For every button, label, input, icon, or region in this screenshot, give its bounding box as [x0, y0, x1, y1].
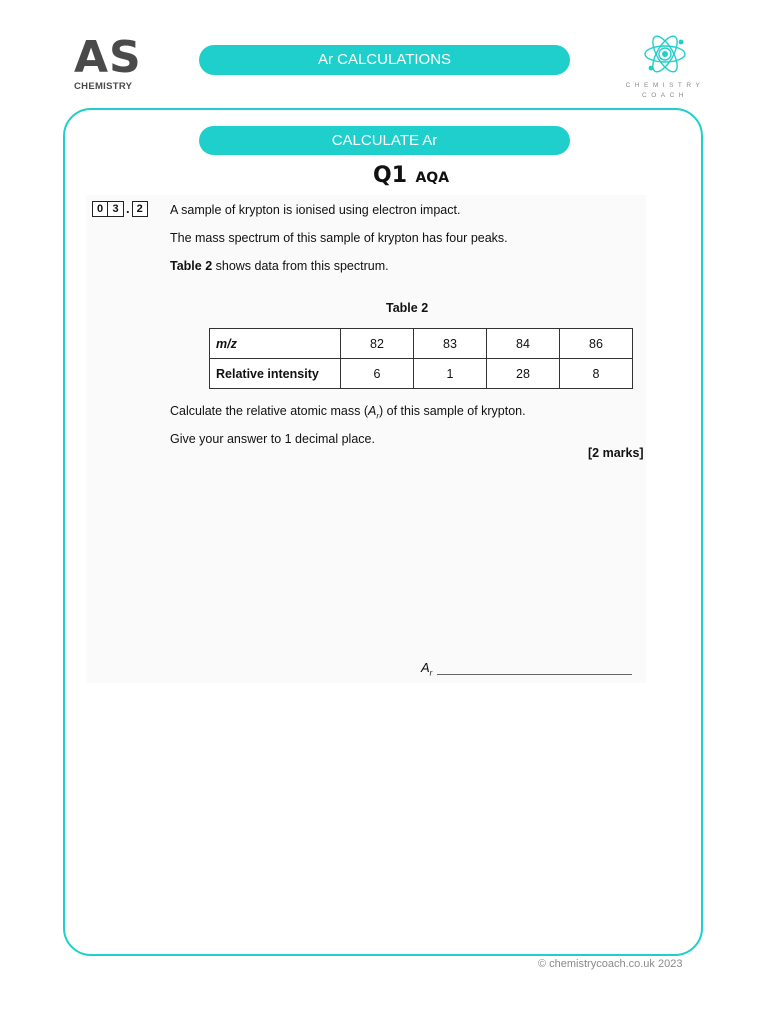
mz-value: 84: [487, 329, 560, 359]
table-row: [210, 359, 633, 389]
question-line-3-rest: shows data from this spectrum.: [212, 259, 389, 273]
mz-label: m/z: [210, 329, 341, 359]
as-chemistry-logo: [74, 32, 144, 92]
question-reference: [92, 201, 148, 217]
marks-label: [2 marks]: [588, 446, 644, 460]
chemistry-coach-logo: [620, 28, 710, 100]
copyright-footer: © chemistrycoach.co.uk 2023: [538, 958, 683, 970]
ref-separator: .: [126, 201, 130, 216]
answer-subscript: r: [429, 668, 433, 678]
atom-icon: [643, 28, 687, 80]
answer-symbol: A: [421, 660, 430, 675]
intensity-value: 1: [414, 359, 487, 389]
question-line-5: Give your answer to 1 decimal place.: [170, 432, 375, 446]
question-line-4-start: Calculate the relative atomic mass (: [170, 404, 368, 418]
table-reference: Table 2: [170, 259, 213, 273]
mass-spectrum-table: [209, 328, 633, 389]
mz-value: 86: [560, 329, 633, 359]
answer-line: [437, 674, 632, 675]
level-label: AS: [74, 32, 142, 83]
table-row: [210, 329, 633, 359]
question-line-1: A sample of krypton is ionised using electron impact.: [170, 203, 461, 217]
intensity-value: 8: [560, 359, 633, 389]
question-line-4: [170, 404, 526, 421]
intensity-value: 6: [341, 359, 414, 389]
section-title-banner: CALCULATE Ar: [199, 126, 570, 155]
table-caption: Table 2: [386, 301, 429, 315]
mz-value: 82: [341, 329, 414, 359]
intensity-value: 28: [487, 359, 560, 389]
ref-digit-3: 2: [132, 201, 148, 217]
question-line-4-end: ) of this sample of krypton.: [379, 404, 526, 418]
ref-digit-1: 0: [92, 201, 108, 217]
brand-line-2: COACH: [642, 92, 688, 99]
question-number: Q1: [373, 163, 408, 188]
brand-line-1: CHEMISTRY: [625, 82, 705, 89]
ref-digit-2: 3: [108, 201, 124, 217]
topic-title-banner: Ar CALCULATIONS: [199, 45, 570, 75]
ar-subscript: r: [376, 411, 380, 421]
question-line-2: The mass spectrum of this sample of krypton has four peaks.: [170, 231, 508, 245]
question-heading: [373, 163, 449, 188]
mz-value: 83: [414, 329, 487, 359]
answer-label: [421, 660, 432, 678]
ar-symbol: A: [368, 404, 377, 418]
question-line-3: [170, 259, 389, 273]
subject-label: CHEMISTRY: [74, 81, 133, 92]
intensity-label: Relative intensity: [210, 359, 341, 389]
exam-board: AQA: [415, 170, 450, 186]
